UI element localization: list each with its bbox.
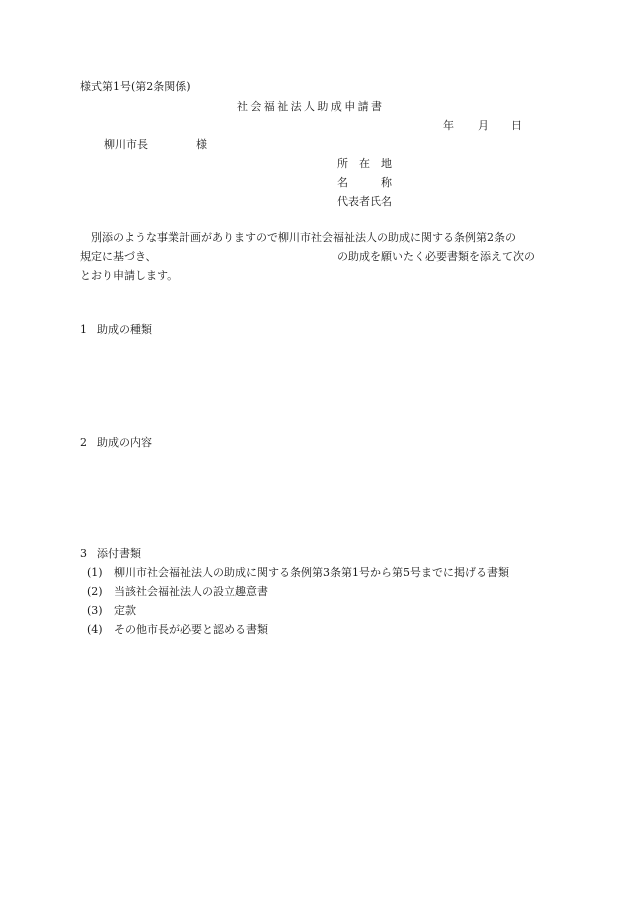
list-item-number: (2) [87,585,103,598]
date-day-label: 日 [511,119,522,132]
name-label-char: 名 [337,176,348,189]
section-number: 1 [80,323,87,336]
section-heading: 助成の種類 [97,323,152,336]
date-month-label: 月 [478,119,489,132]
paragraph-line-2-end: の助成を願いたく必要書類を添えて次の [337,250,535,263]
section-number: 3 [80,547,87,560]
list-item-text: 当該社会福祉法人の設立趣意書 [114,585,268,598]
list-item-text: その他市長が必要と認める書類 [114,623,268,636]
section-heading: 助成の内容 [97,436,152,449]
list-item-number: (4) [87,623,103,636]
list-item-number: (3) [87,604,103,617]
addressee-name: 柳川市長 [104,138,148,151]
representative-label: 代表者氏名 [337,195,392,208]
addressee-honorific: 様 [196,138,207,151]
list-item-text: 定款 [114,604,136,617]
paragraph-line-3: とおり申請します。 [80,269,179,282]
address-label-char: 所 [337,157,348,170]
section-heading: 添付書類 [97,547,141,560]
paragraph-line-2-start: 規定に基づき、 [80,250,157,263]
paragraph-line-1: 別添のような事業計画がありますので柳川市社会福祉法人の助成に関する条例第2条の [91,231,516,244]
date-year-label: 年 [443,119,454,132]
section-number: 2 [80,436,87,449]
name-label-char: 称 [381,176,392,189]
list-item-text: 柳川市社会福祉法人の助成に関する条例第3条第1号から第5号までに掲げる書類 [114,566,509,579]
document-title: 社会福祉法人助成申請書 [237,100,385,113]
list-item-number: (1) [87,566,103,579]
form-number: 様式第1号(第2条関係) [80,80,191,93]
address-label-char: 地 [381,157,392,170]
address-label-char: 在 [359,157,370,170]
